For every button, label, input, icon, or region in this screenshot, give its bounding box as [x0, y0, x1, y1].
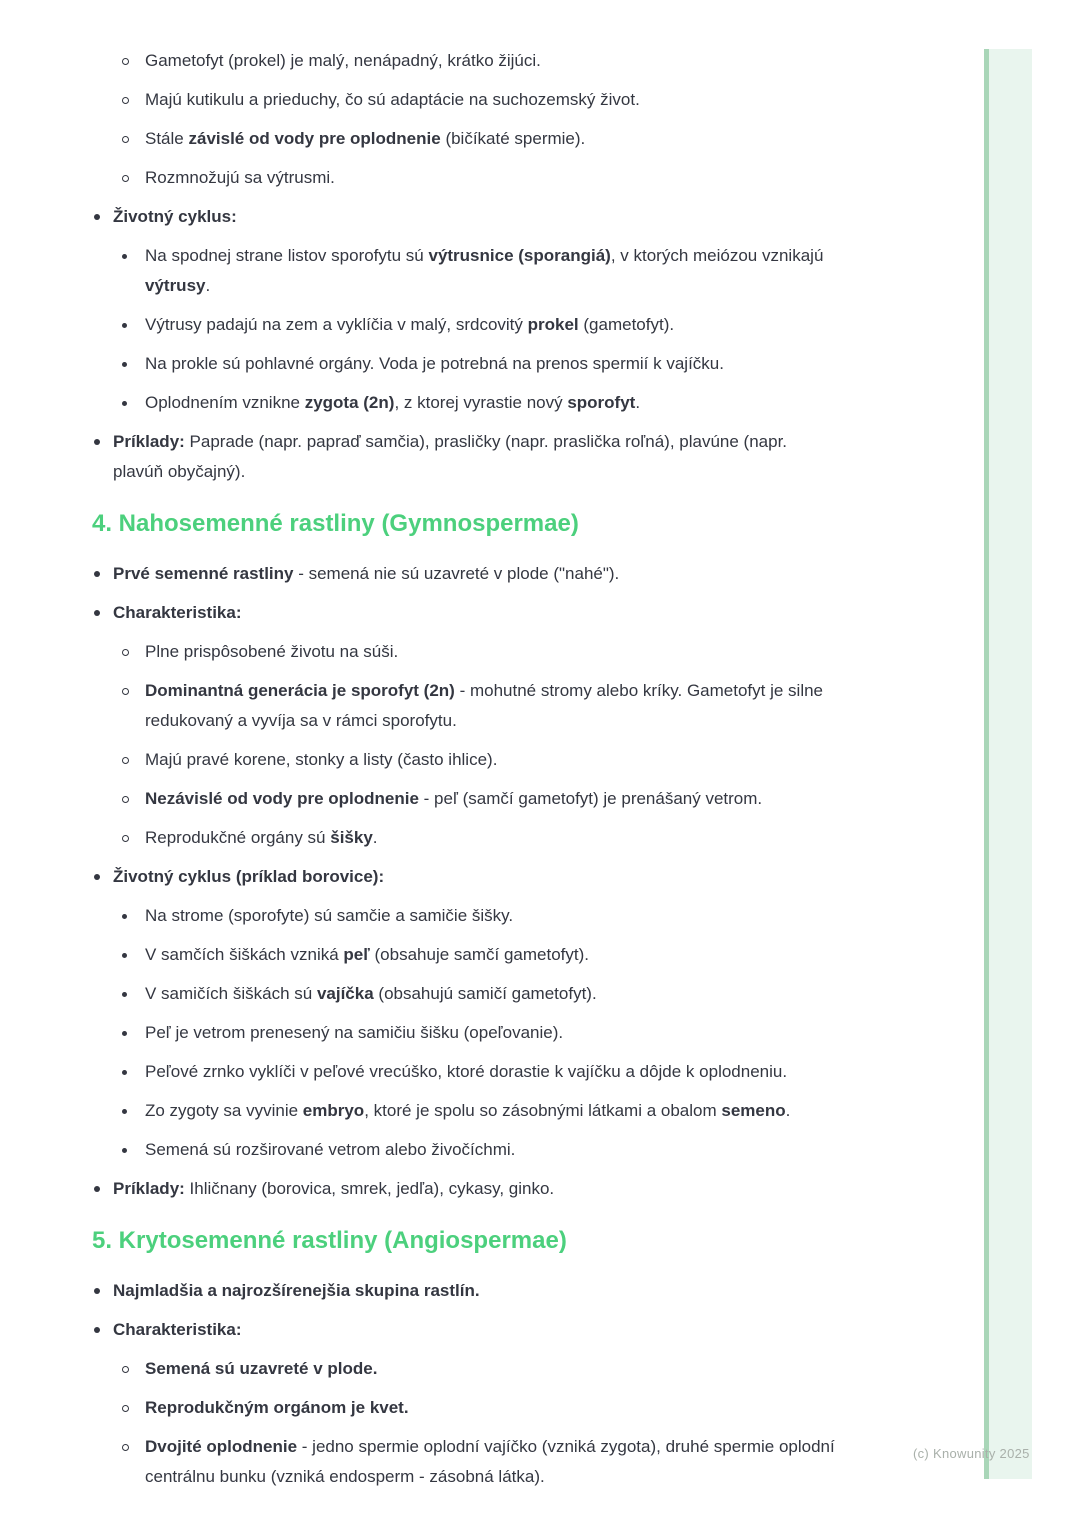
- circle-bullet-icon: [122, 637, 145, 667]
- list-item: [0, 676, 960, 736]
- dot-bullet-icon: [122, 940, 145, 970]
- list-item-text: Na strome (sporofyte) sú samčie a samičie šišky.: [145, 906, 514, 925]
- list-item-text: Dominantná generácia je sporofyt (2n) - mohutné stromy alebo kríky. Gametofyt je silne redukovaný a vyvíja sa v rámci sporofytu.: [145, 681, 823, 730]
- list-item-text: Gametofyt (prokel) je malý, nenápadný, krátko žijúci.: [145, 51, 541, 70]
- list-item-text: Charakteristika:: [113, 603, 242, 622]
- list-item-text: Životný cyklus:: [113, 207, 237, 226]
- dot-bullet-icon: [94, 862, 113, 892]
- list-item: [0, 1393, 960, 1423]
- list-item: [0, 901, 960, 931]
- list-item: [0, 745, 960, 775]
- dot-bullet-icon: [122, 901, 145, 931]
- dot-bullet-icon: [122, 241, 145, 271]
- list-item: [0, 427, 960, 487]
- circle-bullet-icon: [122, 1354, 145, 1384]
- dot-bullet-icon: [122, 310, 145, 340]
- list-item-text: Peľové zrnko vyklíči v peľové vrecúško, ktoré dorastie k vajíčku a dôjde k oplodneniu.: [145, 1062, 788, 1081]
- list-item-text: Semená sú uzavreté v plode.: [145, 1359, 378, 1378]
- list-item: [0, 46, 960, 76]
- circle-bullet-icon: [122, 745, 145, 775]
- list-item-text: Semená sú rozširované vetrom alebo živočíchmi.: [145, 1140, 516, 1159]
- list-item-text: Prvé semenné rastliny - semená nie sú uzavreté v plode ("nahé").: [113, 564, 620, 583]
- list-item: [0, 163, 960, 193]
- dot-bullet-icon: [94, 1276, 113, 1306]
- list-item-text: Peľ je vetrom prenesený na samičiu šišku (opeľovanie).: [145, 1023, 564, 1042]
- list-item: [0, 559, 960, 589]
- list-item: [0, 1354, 960, 1384]
- list-item-text: Majú pravé korene, stonky a listy (často ihlice).: [145, 750, 498, 769]
- list-item-text: Stále závislé od vody pre oplodnenie (bičíkaté spermie).: [145, 129, 586, 148]
- list-item-text: Príklady: Ihličnany (borovica, smrek, jedľa), cykasy, ginko.: [113, 1179, 555, 1198]
- list-item-text: Na prokle sú pohlavné orgány. Voda je potrebná na prenos spermií k vajíčku.: [145, 354, 724, 373]
- list-item: [0, 310, 960, 340]
- circle-bullet-icon: [122, 823, 145, 853]
- document-body: [0, 46, 960, 1501]
- circle-bullet-icon: [122, 1432, 145, 1462]
- circle-bullet-icon: [122, 1393, 145, 1423]
- list-item: [0, 1018, 960, 1048]
- list-item-text: Oplodnením vznikne zygota (2n), z ktorej vyrastie nový sporofyt.: [145, 393, 641, 412]
- dot-bullet-icon: [94, 1315, 113, 1345]
- list-item: [0, 940, 960, 970]
- dot-bullet-icon: [94, 559, 113, 589]
- list-item: [0, 124, 960, 154]
- list-item: [0, 1135, 960, 1165]
- list-item: [0, 1432, 960, 1492]
- section-heading: 4. Nahosemenné rastliny (Gymnospermae): [92, 510, 579, 537]
- list-item-text: Príklady: Paprade (napr. papraď samčia), prasličky (napr. praslička roľná), plavúne (napr. plavúň obyčajný).: [113, 432, 788, 481]
- list-item: [0, 784, 960, 814]
- list-item: [0, 349, 960, 379]
- list-item-text: Rozmnožujú sa výtrusmi.: [145, 168, 335, 187]
- list-item: [0, 862, 960, 892]
- list-item: [0, 241, 960, 301]
- list-item-text: Plne prispôsobené životu na súši.: [145, 642, 399, 661]
- dot-bullet-icon: [94, 202, 113, 232]
- list-item: [0, 823, 960, 853]
- circle-bullet-icon: [122, 124, 145, 154]
- watermark: (c) Knowunity 2025: [913, 1446, 1030, 1461]
- dot-bullet-icon: [122, 349, 145, 379]
- dot-bullet-icon: [122, 1096, 145, 1126]
- list-item: [0, 1057, 960, 1087]
- dot-bullet-icon: [122, 1135, 145, 1165]
- list-item-text: Životný cyklus (príklad borovice):: [113, 867, 385, 886]
- list-item-text: Na spodnej strane listov sporofytu sú výtrusnice (sporangiá), v ktorých meiózou vznikajú výtrusy.: [145, 246, 824, 295]
- list-item: [0, 1174, 960, 1204]
- list-item-text: V samičích šiškách sú vajíčka (obsahujú samičí gametofyt).: [145, 984, 597, 1003]
- list-item: [0, 85, 960, 115]
- list-item-text: Výtrusy padajú na zem a vyklíčia v malý, srdcovitý prokel (gametofyt).: [145, 315, 675, 334]
- list-item: [0, 637, 960, 667]
- list-item: [0, 202, 960, 232]
- page-highlight-bar: [984, 49, 1032, 1479]
- list-item: [0, 598, 960, 628]
- list-item-text: Zo zygoty sa vyvinie embryo, ktoré je spolu so zásobnými látkami a obalom semeno.: [145, 1101, 791, 1120]
- list-item: [0, 979, 960, 1009]
- dot-bullet-icon: [122, 979, 145, 1009]
- list-item: [0, 388, 960, 418]
- circle-bullet-icon: [122, 85, 145, 115]
- list-item-text: Nezávislé od vody pre oplodnenie - peľ (samčí gametofyt) je prenášaný vetrom.: [145, 789, 763, 808]
- circle-bullet-icon: [122, 676, 145, 706]
- list-item: [0, 1096, 960, 1126]
- dot-bullet-icon: [122, 1018, 145, 1048]
- list-item-text: Najmladšia a najrozšírenejšia skupina rastlín.: [113, 1281, 480, 1300]
- list-item-text: Majú kutikulu a prieduchy, čo sú adaptácie na suchozemský život.: [145, 90, 640, 109]
- dot-bullet-icon: [94, 598, 113, 628]
- list-item-text: V samčích šiškách vzniká peľ (obsahuje samčí gametofyt).: [145, 945, 590, 964]
- dot-bullet-icon: [94, 427, 113, 457]
- list-item-text: Dvojité oplodnenie - jedno spermie oplodní vajíčko (vzniká zygota), druhé spermie oplodní centrálnu bunku (vzniká endosperm - zásobná látka).: [145, 1437, 835, 1486]
- circle-bullet-icon: [122, 46, 145, 76]
- dot-bullet-icon: [122, 1057, 145, 1087]
- list-item-text: Reprodukčným orgánom je kvet.: [145, 1398, 409, 1417]
- list-item: [0, 1315, 960, 1345]
- dot-bullet-icon: [94, 1174, 113, 1204]
- section-heading: 5. Krytosemenné rastliny (Angiospermae): [92, 1227, 567, 1254]
- circle-bullet-icon: [122, 784, 145, 814]
- dot-bullet-icon: [122, 388, 145, 418]
- list-item: [0, 1276, 960, 1306]
- list-item-text: Charakteristika:: [113, 1320, 242, 1339]
- list-item-text: Reprodukčné orgány sú šišky.: [145, 828, 378, 847]
- circle-bullet-icon: [122, 163, 145, 193]
